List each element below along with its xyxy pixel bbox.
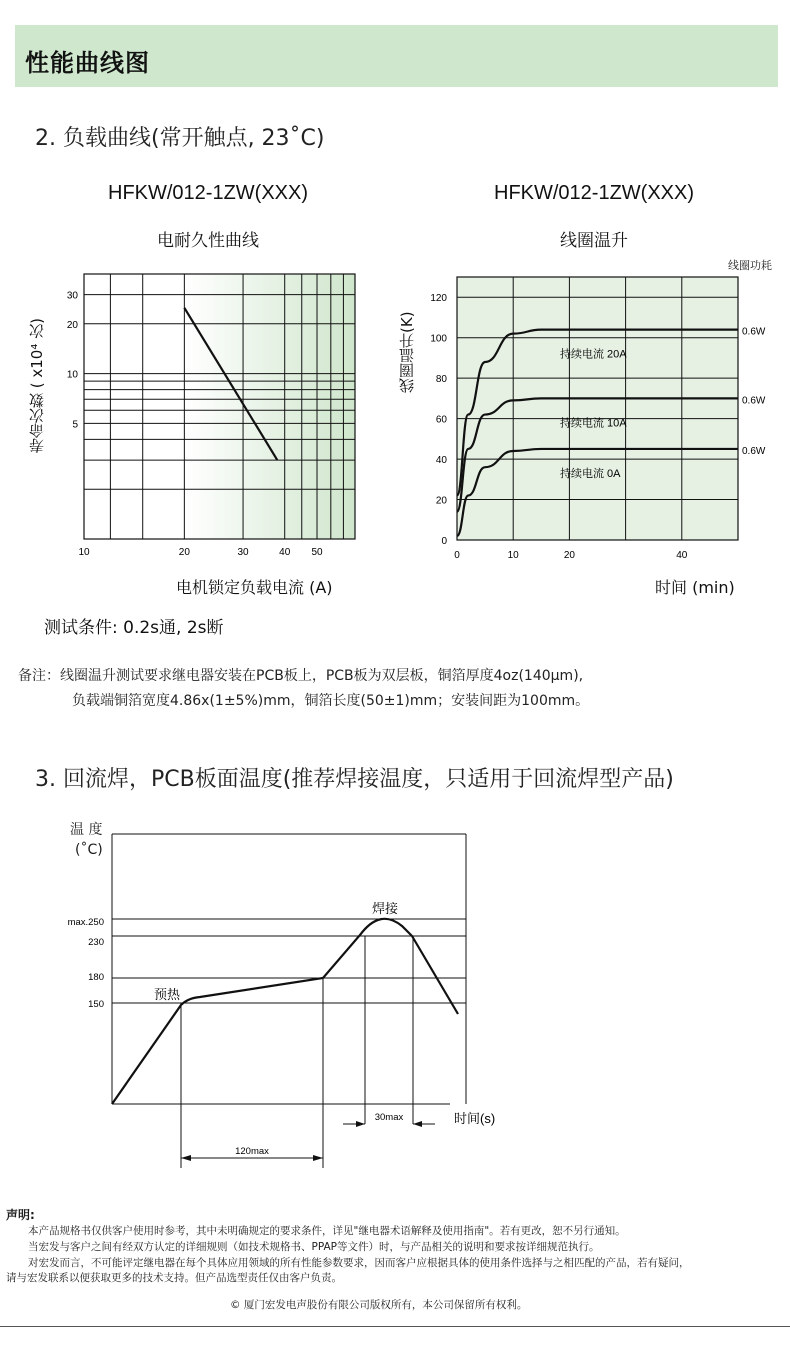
declaration-p1: 本产品规格书仅供客户使用时参考，其中未明确规定的要求条件，详见"继电器术语解释及使用指南"。若有更改，恕不另行通知。 xyxy=(28,1225,626,1237)
reflow-yunit: (˚C) xyxy=(75,842,103,858)
declaration-p2: 当宏发与客户之间有经双方认定的详细规则（如技术规格书、PPAP等文件）时，与产品相关的说明和要求按详细规范执行。 xyxy=(28,1241,600,1253)
endurance-ytick: 5 xyxy=(72,419,78,431)
coil-temp-xlabel: 时间 (min) xyxy=(655,578,735,597)
preheat-label: 预热 xyxy=(154,987,181,1002)
reflow-profile-line xyxy=(112,919,458,1104)
endurance-chart xyxy=(66,268,370,568)
endurance-xtick: 30 xyxy=(237,547,249,558)
coil-series-label: 持续电流 10A xyxy=(560,417,627,430)
endurance-shade xyxy=(185,274,355,539)
endurance-xlabel: 电机锁定负载电流 (A) xyxy=(176,578,333,597)
coil-ytick: 20 xyxy=(435,495,447,507)
reflow-ytick-250: max.250 xyxy=(67,917,104,928)
reflow-ylabel: 温 度 xyxy=(70,822,103,838)
coil-ytick: 100 xyxy=(430,333,447,345)
coil-ytick: 80 xyxy=(435,374,447,386)
page-title: 性能曲线图 xyxy=(25,49,150,77)
coil-temp-chart-title: 线圈温升 xyxy=(560,231,628,251)
endurance-ytick: 30 xyxy=(66,290,78,302)
coil-ylabel: 线圈温升(K) xyxy=(398,311,416,393)
endurance-xtick: 50 xyxy=(311,547,323,558)
right-model-title: HFKW/012-1ZW(XXX) xyxy=(494,182,695,204)
endurance-ytick: 20 xyxy=(66,319,78,331)
coil-series-power: 0.6W xyxy=(742,326,766,338)
endurance-chart-title: 电耐久性曲线 xyxy=(157,231,259,251)
test-condition: 测试条件: 0.2s通, 2s断 xyxy=(44,618,224,638)
reflow-chart xyxy=(60,830,530,1170)
coil-xtick: 10 xyxy=(507,550,519,561)
coil-ytick: 40 xyxy=(435,455,447,467)
endurance-ytick: 10 xyxy=(66,369,78,381)
coil-series-label: 持续电流 20A xyxy=(560,348,627,361)
declaration-p3b: 请与宏发联系以便获取更多的技术支持。但产品选型责任仅由客户负责。 xyxy=(6,1272,342,1284)
section2-title: 2. 负载曲线(常开触点, 23˚C) xyxy=(35,126,325,151)
coil-ytick: 60 xyxy=(435,414,447,426)
bottom-divider xyxy=(0,1326,790,1327)
coil-xtick: 40 xyxy=(676,550,688,561)
soldering-label: 焊接 xyxy=(372,901,399,916)
endurance-xtick: 10 xyxy=(78,547,90,558)
reflow-ytick-230: 230 xyxy=(88,937,104,948)
endurance-xtick: 40 xyxy=(279,547,291,558)
reflow-ytick-180: 180 xyxy=(88,972,104,983)
coil-xtick: 0 xyxy=(454,550,460,561)
coil-temp-chart xyxy=(420,268,790,568)
dim-120max: 120max xyxy=(235,1146,269,1157)
coil-ytick: 0 xyxy=(441,536,447,547)
left-model-title: HFKW/012-1ZW(XXX) xyxy=(108,182,309,204)
dim-30max: 30max xyxy=(374,1112,404,1123)
coil-power-note: 线圈功耗 xyxy=(728,259,772,272)
coil-ytick: 120 xyxy=(430,293,447,305)
coil-series-power: 0.6W xyxy=(742,395,766,407)
declaration-heading: 声明: xyxy=(6,1208,35,1222)
note-line-1: 备注：线圈温升测试要求继电器安装在PCB板上，PCB板为双层板，铜箔厚度4oz(140μm), xyxy=(18,668,584,684)
reflow-ytick-150: 150 xyxy=(88,999,104,1010)
note-line-2: 负载端铜箔宽度4.86x(1±5%)mm，铜箔长度(50±1)mm；安装间距为100mm。 xyxy=(72,693,590,709)
endurance-xtick: 20 xyxy=(178,547,190,558)
coil-xtick: 20 xyxy=(563,550,575,561)
declaration-p3a: 对宏发而言，不可能评定继电器在每个具体应用领域的所有性能参数要求，因而客户应根据具体的使用条件选择与之相匹配的产品，若有疑问， xyxy=(28,1257,690,1269)
copyright: © 厦门宏发电声股份有限公司版权所有，本公司保留所有权利。 xyxy=(230,1299,528,1311)
endurance-ylabel: 寿命次数 ( x10⁴ 次) xyxy=(28,318,46,453)
reflow-xlabel: 时间(s) xyxy=(454,1111,496,1126)
coil-series-label: 持续电流 0A xyxy=(560,467,621,480)
section3-title: 3. 回流焊，PCB板面温度(推荐焊接温度，只适用于回流焊型产品) xyxy=(35,767,674,792)
coil-series-power: 0.6W xyxy=(742,445,766,457)
